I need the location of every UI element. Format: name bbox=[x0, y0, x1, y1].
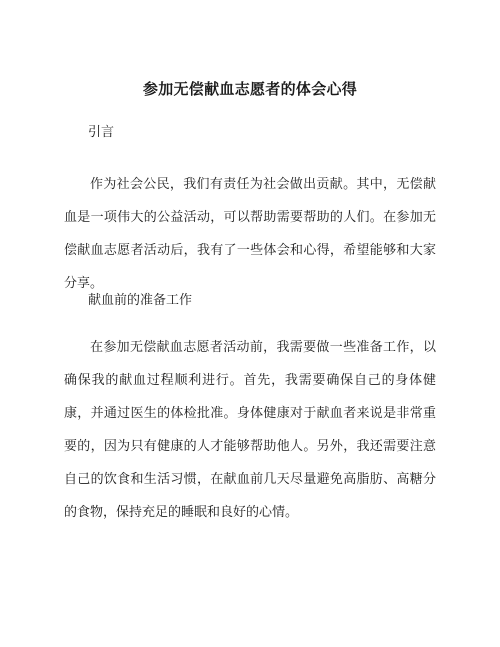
document-title: 参加无偿献血志愿者的体会心得 bbox=[142, 80, 358, 98]
section-paragraph-intro: 作为社会公民，我们有责任为社会做出贡献。其中，无偿献血是一项伟大的公益活动，可以帮助需要帮助的人们。在参加无偿献血志愿者活动后，我有了一些体会和心得，希望能够和大家分享。 bbox=[64, 177, 436, 291]
section-paragraph-preparation: 在参加无偿献血志愿者活动前，我需要做一些准备工作，以确保我的献血过程顺利进行。首先，我需要确保自己的身体健康，并通过医生的体检批准。身体健康对于献血者来说是非常重要的，因为只有健康的人才能够帮助他人。另外，我还需要注意自己的饮食和生活习惯，在献血前几天尽量避免高脂肪、高糖分的食物，保持充足的睡眠和良好的心情。 bbox=[64, 340, 436, 520]
section-heading-preparation: 献血前的准备工作 bbox=[88, 293, 193, 308]
section-heading-intro: 引言 bbox=[88, 125, 115, 140]
